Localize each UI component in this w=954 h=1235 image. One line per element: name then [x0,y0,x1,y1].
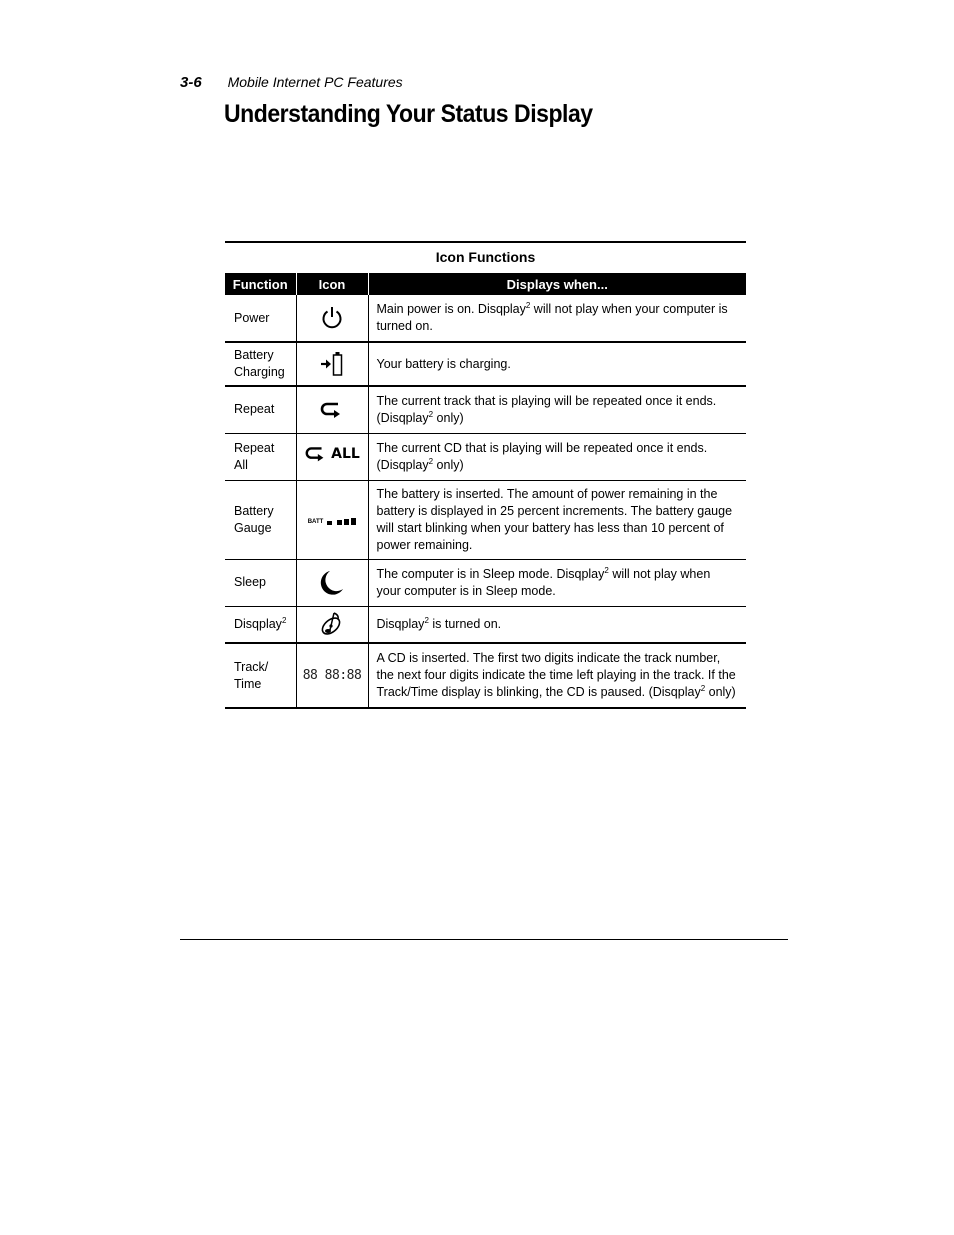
gauge-bar [337,520,342,525]
function-cell: Battery Gauge [225,480,296,559]
description-cell: Main power is on. Disqplay$^2$ will not play when your computer is turned on. [368,295,746,342]
description-cell: Disqplay$^2$ is turned on. [368,606,746,643]
gauge-bar [351,518,356,525]
icon-cell [296,342,368,386]
icon-functions-table [225,241,746,709]
table-row [225,433,746,480]
description-cell: The current CD that is playing will be repeated once it ends. (Disqplay$^2$ only) [368,433,746,480]
power-icon [320,305,344,331]
table-row [225,480,746,559]
table-caption: Icon Functions [225,241,746,273]
running-header [180,74,403,91]
function-cell: Repeat [225,386,296,433]
repeat-arrow-icon [304,444,328,464]
function-cell: Battery Charging [225,342,296,386]
function-cell: Power [225,295,296,342]
icon-cell [296,480,368,559]
battery-gauge-icon [308,518,357,525]
description-cell: Your battery is charging. [368,342,746,386]
description-cell: The current track that is playing will be repeated once it ends. (Disqplay$^2$ only) [368,386,746,433]
icon-cell [296,433,368,480]
icon-cell [296,295,368,342]
column-header-icon: Icon [296,273,368,295]
table-row [225,606,746,643]
table-row [225,643,746,708]
description-cell: A CD is inserted. The first two digits indicate the track number, the next four digits indicate the time left playing in the track. If the Track/Time display is blinking, the CD is paused. (Disqplay$^2$ only) [368,643,746,708]
gauge-bar [327,521,332,525]
icon-cell [296,559,368,606]
table-row [225,559,746,606]
description-cell: The computer is in Sleep mode. Disqplay$^2$ will not play when your computer is in Sleep mode. [368,559,746,606]
function-cell: Sleep [225,559,296,606]
page-title: Understanding Your Status Display [224,100,593,128]
disqplay-icon [318,610,346,638]
icon-cell [296,386,368,433]
section-title: Mobile Internet PC Features [227,74,403,90]
table-row [225,342,746,386]
column-header-function: Function [225,273,296,295]
table-row [225,386,746,433]
function-cell: Disqplay$^2$ [225,606,296,643]
function-cell: Track/ Time [225,643,296,708]
status-icons-table [225,273,746,709]
repeat-icon [319,400,345,420]
footer-rule [180,939,788,940]
table-row [225,295,746,342]
table-header-row [225,273,746,295]
icon-cell [296,606,368,643]
repeat-all-label: ALL [331,445,360,462]
page-number: 3-6 [180,74,202,91]
battery-charging-icon [319,350,345,378]
column-header-displays-when: Displays when... [368,273,746,295]
icon-cell [296,643,368,708]
gauge-bar [344,519,349,525]
description-cell: The battery is inserted. The amount of power remaining in the battery is displayed in 25 percent increments. The battery gauge will start blinking when your battery has less than 10 percent of power remaining. [368,480,746,559]
batt-label: BATT [307,519,324,525]
function-cell: Repeat All [225,433,296,480]
repeat-all-icon [304,444,360,464]
track-time-digits-icon: 88 88:88 [302,668,362,683]
moon-icon [319,569,345,597]
